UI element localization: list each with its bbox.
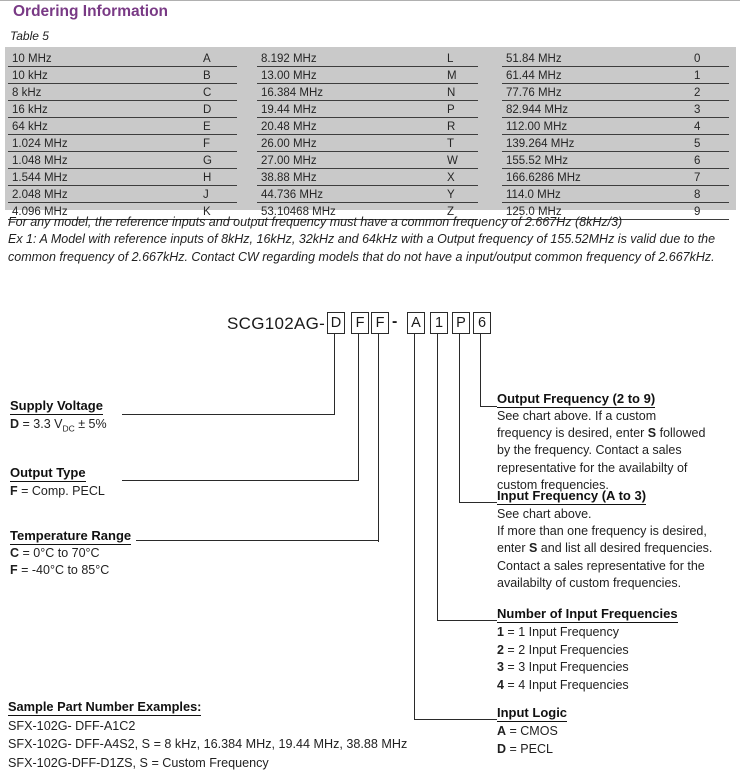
- section-text-line: A = CMOS: [497, 724, 558, 738]
- section-text-line: 2 = 2 Input Frequencies: [497, 642, 629, 657]
- frequency-code: Y: [447, 189, 455, 201]
- table-row: [8, 67, 237, 84]
- frequency-value: 26.00 MHz: [261, 138, 317, 150]
- frequency-code: Z: [447, 206, 455, 218]
- table-row: [8, 169, 237, 186]
- frequency-value: 4.096 MHz: [12, 206, 68, 218]
- connector-line: [358, 333, 359, 481]
- frequency-value: 1.544 MHz: [12, 172, 68, 184]
- frequency-value: 38.88 MHz: [261, 172, 317, 184]
- frequency-value: 125.0 MHz: [506, 206, 562, 218]
- section-text-line: D = PECL: [497, 741, 553, 756]
- section-text-line: representative for the availabilty of: [497, 460, 688, 475]
- table-row: [257, 118, 478, 135]
- frequency-value: 19.44 MHz: [261, 104, 317, 116]
- table-row: [502, 135, 729, 152]
- sample-part-number: SFX-102G-DFF-D1ZS, S = Custom Frequency: [8, 755, 269, 770]
- table-row: [8, 152, 237, 169]
- frequency-value: 16.384 MHz: [261, 87, 324, 99]
- frequency-value: 16 kHz: [12, 104, 48, 116]
- table-row: [257, 186, 478, 203]
- frequency-code: N: [447, 87, 456, 99]
- table-row: [502, 50, 729, 67]
- part-number-box-input-frequency: P: [452, 312, 470, 334]
- frequency-value: 114.0 MHz: [506, 189, 561, 201]
- frequency-code: P: [447, 104, 455, 116]
- table-row: [257, 67, 478, 84]
- section-text-line: enter S and list all desired frequencies.: [497, 541, 713, 556]
- top-divider: [0, 0, 740, 1]
- note-line: Ex 1: A Model with reference inputs of 8kHz, 16kHz, 32kHz and 64kHz with a Output frequency of 155.52MHz is valid due to the: [8, 232, 716, 247]
- section-text-line: frequency is desired, enter S followed: [497, 426, 706, 441]
- frequency-code: G: [203, 155, 212, 167]
- section-text-line: availabilty of custom frequencies.: [497, 575, 682, 590]
- section-body-input-frequency: [497, 506, 739, 592]
- frequency-code: F: [203, 138, 211, 150]
- section-text-line: If more than one frequency is desired,: [497, 524, 707, 539]
- frequency-value: 1.048 MHz: [12, 155, 68, 167]
- sample-part-numbers-title: Sample Part Number Examples:: [8, 699, 202, 714]
- table-row: [8, 84, 237, 101]
- section-body-number-of-input-frequencies: [497, 624, 739, 694]
- connector-line: [480, 333, 481, 407]
- part-number-box-supply-voltage: D: [327, 312, 345, 334]
- sample-part-number: SFX-102G- DFF-A4S2, S = 8 kHz, 16.384 MHz, 19.44 MHz, 38.88 MHz: [8, 737, 408, 752]
- frequency-code: L: [447, 53, 454, 65]
- table-row: [502, 118, 729, 135]
- frequency-value: 1.024 MHz: [12, 138, 68, 150]
- frequency-code: W: [447, 155, 458, 167]
- frequency-value: 155.52 MHz: [506, 155, 569, 167]
- table-row: [8, 186, 237, 203]
- frequency-value: 64 kHz: [12, 121, 48, 133]
- frequency-value: 61.44 MHz: [506, 70, 562, 82]
- table-row: [257, 152, 478, 169]
- frequency-value: 77.76 MHz: [506, 87, 562, 99]
- frequency-value: 8.192 MHz: [261, 53, 317, 65]
- table-row: [257, 169, 478, 186]
- table-column-group-1: [8, 50, 237, 220]
- frequency-code: 3: [694, 104, 701, 116]
- section-title-temperature-range: Temperature Range: [10, 528, 132, 543]
- section-option: F = -40°C to 85°C: [10, 563, 110, 577]
- frequency-code: 8: [694, 189, 701, 201]
- frequency-code: H: [203, 172, 212, 184]
- frequency-value: 112.00 MHz: [506, 121, 568, 133]
- section-title-output-type: Output Type: [10, 465, 86, 480]
- section-option: D = 3.3 $V_{DC} \pm 5\%$: [10, 417, 107, 434]
- table-row: [257, 84, 478, 101]
- part-number-prefix: SCG102AG-: [227, 314, 326, 333]
- table-row: [8, 101, 237, 118]
- section-text-line: Contact a sales representative for the: [497, 558, 705, 573]
- table-row: [502, 152, 729, 169]
- section-option: F = Comp. PECL: [10, 484, 105, 498]
- page-title: Ordering Information: [13, 3, 168, 20]
- section-text-line: 3 = 3 Input Frequencies: [497, 660, 629, 674]
- frequency-code: M: [447, 70, 457, 82]
- section-title-supply-voltage: Supply Voltage: [10, 398, 103, 413]
- table-row: [8, 50, 237, 67]
- section-body-input-logic: [497, 723, 739, 758]
- frequency-value: 53.10468 MHz: [261, 206, 336, 218]
- connector-line: [414, 719, 497, 720]
- connector-line: [437, 620, 497, 621]
- frequency-code: 1: [694, 70, 701, 82]
- common-frequency-notes: [8, 214, 734, 266]
- frequency-code: 6: [694, 155, 701, 167]
- section-title-input-frequency: Input Frequency (A to 3): [497, 488, 647, 503]
- connector-line: [334, 333, 335, 415]
- section-text-line: See chart above.: [497, 507, 592, 521]
- table-caption: Table 5: [10, 29, 49, 43]
- section-option: C = 0°C to 70°C: [10, 546, 100, 560]
- frequency-code: 5: [694, 138, 701, 150]
- frequency-code: B: [203, 70, 211, 82]
- table-row: [257, 101, 478, 118]
- section-body-output-frequency: [497, 408, 739, 494]
- connector-line: [378, 333, 379, 542]
- connector-line: [459, 502, 497, 503]
- table-row: [502, 101, 729, 118]
- table-row: [502, 84, 729, 101]
- table-row: [8, 118, 237, 135]
- table-row: [257, 135, 478, 152]
- frequency-value: 51.84 MHz: [506, 53, 562, 65]
- connector-line: [136, 540, 379, 541]
- section-title-input-logic: Input Logic: [497, 705, 568, 720]
- note-line: common frequency of 2.667kHz. Contact CW regarding models that do not have a input/output common frequency of 2.667kHz.: [8, 249, 715, 264]
- frequency-value: 166.6286 MHz: [506, 172, 581, 184]
- frequency-code: 9: [694, 206, 701, 218]
- section-text-line: 4 = 4 Input Frequencies: [497, 677, 629, 692]
- frequency-code-table: [5, 47, 736, 218]
- frequency-code: A: [203, 53, 211, 65]
- connector-line: [122, 480, 359, 481]
- section-title-number-of-input-frequencies: Number of Input Frequencies: [497, 606, 678, 621]
- section-text-line: 1 = 1 Input Frequency: [497, 625, 619, 639]
- connector-line: [437, 333, 438, 621]
- table-row: [8, 135, 237, 152]
- frequency-value: 13.00 MHz: [261, 70, 317, 82]
- sample-part-numbers: [8, 717, 407, 772]
- sample-part-number: SFX-102G- DFF-A1C2: [8, 719, 136, 733]
- frequency-code: 4: [694, 121, 701, 133]
- frequency-value: 8 kHz: [12, 87, 42, 99]
- frequency-value: 82.944 MHz: [506, 104, 569, 116]
- frequency-code: E: [203, 121, 211, 133]
- frequency-code: X: [447, 172, 455, 184]
- part-number-box-input-count: 1: [430, 312, 448, 334]
- connector-line: [414, 333, 415, 720]
- part-number-box-temperature-range: F: [371, 312, 389, 334]
- frequency-code: R: [447, 121, 456, 133]
- note-line: For any model, the reference inputs and output frequency must have a common frequency of 2.667Hz (8kHz/3): [8, 215, 623, 229]
- section-title-output-frequency: Output Frequency (2 to 9): [497, 391, 656, 406]
- connector-line: [122, 414, 335, 415]
- frequency-code: D: [203, 104, 212, 116]
- frequency-value: 10 kHz: [12, 70, 48, 82]
- part-number-separator: -: [392, 313, 398, 330]
- frequency-value: 10 MHz: [12, 53, 52, 65]
- frequency-code: T: [447, 138, 455, 150]
- section-text-line: See chart above. If a custom: [497, 409, 657, 423]
- table-column-group-2: [257, 50, 478, 220]
- table-row: [502, 67, 729, 84]
- frequency-code: 0: [694, 53, 701, 65]
- part-number-box-input-logic: A: [407, 312, 425, 334]
- frequency-code: K: [203, 206, 211, 218]
- table-row: [502, 169, 729, 186]
- frequency-code: 2: [694, 87, 701, 99]
- table-row: [502, 186, 729, 203]
- connector-line: [459, 333, 460, 503]
- frequency-code: 7: [694, 172, 701, 184]
- table-row: [257, 50, 478, 67]
- frequency-value: 27.00 MHz: [261, 155, 317, 167]
- part-number-box-output-type: F: [351, 312, 369, 334]
- frequency-code: C: [203, 87, 212, 99]
- frequency-value: 20.48 MHz: [261, 121, 317, 133]
- frequency-value: 2.048 MHz: [12, 189, 68, 201]
- frequency-code: J: [203, 189, 209, 201]
- section-text-line: custom frequencies.: [497, 477, 609, 492]
- table-column-group-3: [502, 50, 729, 220]
- frequency-value: 139.264 MHz: [506, 138, 575, 150]
- connector-line: [480, 406, 497, 407]
- section-text-line: by the frequency. Contact a sales: [497, 443, 682, 458]
- frequency-value: 44.736 MHz: [261, 189, 324, 201]
- part-number-box-output-frequency: 6: [473, 312, 491, 334]
